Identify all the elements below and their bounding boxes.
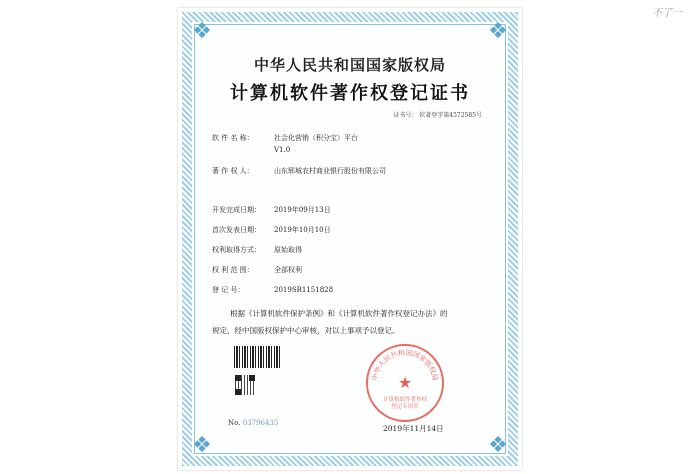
certificate <box>178 8 522 470</box>
field-value: 2019年09月13日 <box>274 206 331 214</box>
field-value: 全部权利 <box>274 266 302 274</box>
field-publish-date <box>212 225 331 235</box>
field-label: 权利取得方式： <box>212 246 261 254</box>
field-value: 2019年10月10日 <box>274 226 331 234</box>
field-acquisition-method <box>212 245 302 255</box>
field-value: 社会化营销（积分宝）平台 <box>274 134 358 142</box>
corner-ornament-icon: ❖ <box>192 433 212 458</box>
field-value: V1.0 <box>274 146 291 154</box>
corner-ornament-icon: ❖ <box>488 19 508 44</box>
body-text-line: 根据《计算机软件保护条例》和《计算机软件著作权登记办法》的 <box>230 309 448 318</box>
field-completion-date <box>212 205 331 215</box>
star-icon: ★ <box>397 373 413 392</box>
field-value: 原始取得 <box>274 246 302 254</box>
field-value: 山东郓城农村商业银行股份有限公司 <box>274 167 386 175</box>
field-software-name <box>212 133 358 143</box>
field-label: 开发完成日期： <box>212 206 261 214</box>
body-text-line: 规定，经中国版权保护中心审核，对以上事项予以登记。 <box>212 326 400 335</box>
serial-prefix: No. <box>228 419 241 427</box>
field-software-version <box>212 146 290 154</box>
field-rights-scope <box>212 265 302 275</box>
field-label: 登 记 号： <box>212 286 245 294</box>
issue-date: 2019年11月14日 <box>383 424 444 433</box>
field-registration-number <box>212 285 333 295</box>
serial-value: 03796435 <box>242 419 279 427</box>
corner-ornament-icon: ❖ <box>488 433 508 458</box>
barcode-icon <box>234 346 282 368</box>
handwritten-note: 不了一 <box>652 8 682 19</box>
field-label: 软 件 名 称： <box>212 134 254 142</box>
seal-center-line1: 计算机软件著作权 <box>382 397 428 403</box>
qr-code-icon <box>234 374 256 396</box>
official-seal <box>364 342 446 424</box>
seal-center-line2: 登记专用章 <box>391 404 419 410</box>
field-label: 首次发表日期： <box>212 226 261 234</box>
field-label: 著 作 权 人： <box>212 167 254 175</box>
field-label: 权 利 范 围： <box>212 266 254 274</box>
certificate-title: 计算机软件著作权登记证书 <box>230 83 470 104</box>
serial-number <box>228 419 278 427</box>
certificate-number: 证书号： 软著登字第4572585号 <box>393 112 482 119</box>
field-value: 2019SR1151828 <box>274 286 334 294</box>
corner-ornament-icon: ❖ <box>192 19 212 44</box>
seal-ring-text: 中华人民共和国国家版权局 <box>370 348 440 382</box>
field-copyright-owner <box>212 166 386 176</box>
issuer-title: 中华人民共和国国家版权局 <box>253 56 446 74</box>
